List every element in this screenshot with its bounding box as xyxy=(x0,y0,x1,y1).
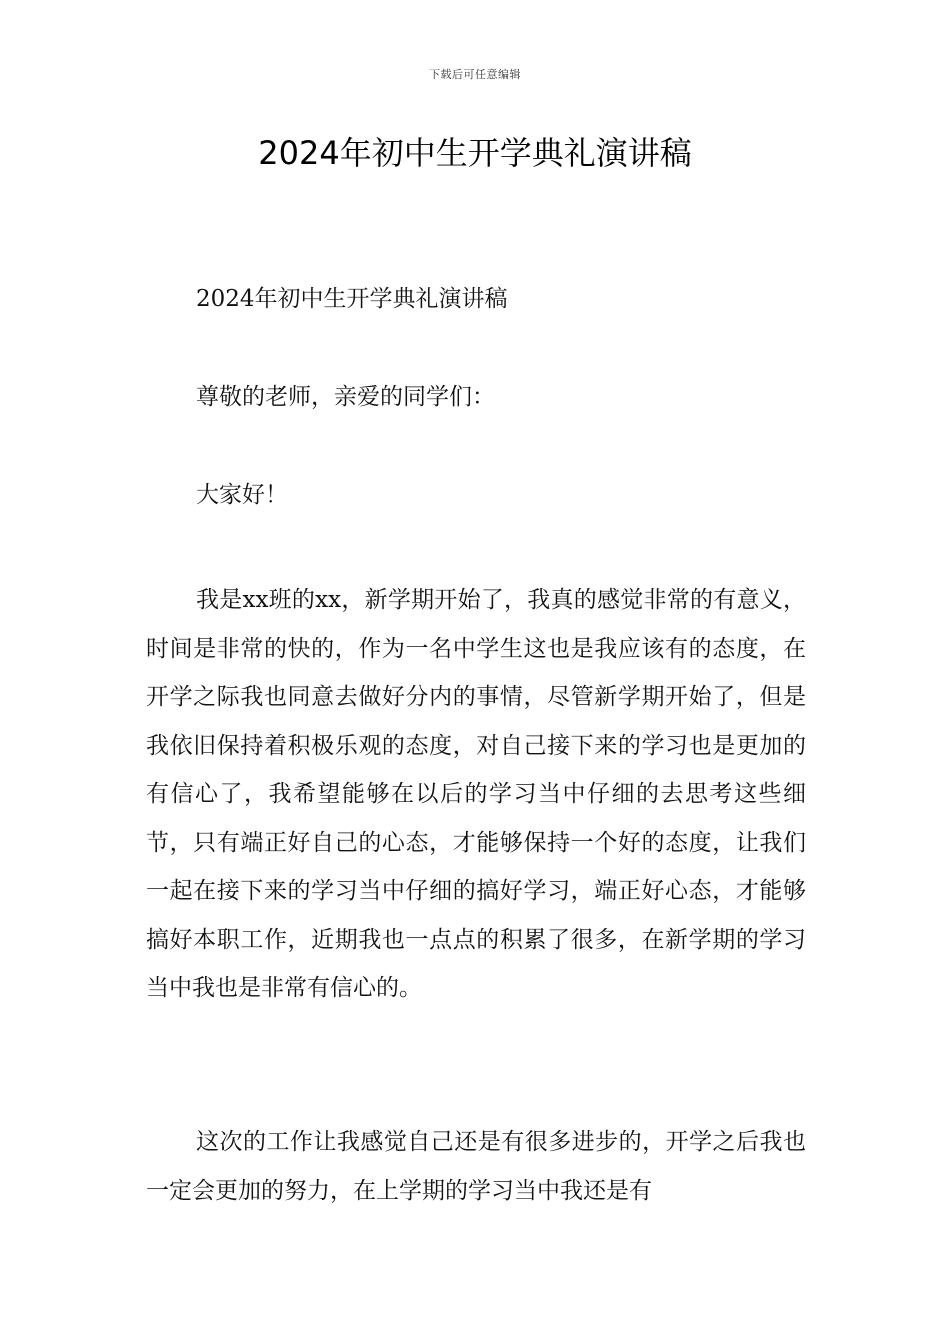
document-title: 2024年初中生开学典礼演讲稿 xyxy=(258,134,692,172)
paragraph-greeting: 大家好！ xyxy=(196,482,288,508)
paragraph-subtitle: 2024年初中生开学典礼演讲稿 xyxy=(196,286,508,312)
paragraph-body: 这次的工作让我感觉自己还是有很多进步的，开学之后我也一定会更加的努力，在上学期的学习当中我还是有 xyxy=(146,1129,806,1204)
paragraph-body: 我是xx班的xx，新学期开始了，我真的感觉非常的有意义，时间是非常的快的，作为一名中学生这也是我应该有的态度，在开学之际我也同意去做好分内的事情，尽管新学期开始了，但是我依旧保持着积极乐观的态度，对自己接下来的学习也是更加的有信心了，我希望能够在以后的学习当中仔细的去思考这些细节，只有端正好自己的心态，才能够保持一个好的态度，让我们一起在接下来的学习当中仔细的搞好学习，端正好心态，才能够搞好本职工作，近期我也一点点的积累了很多，在新学期的学习当中我也是非常有信心的。 xyxy=(146,587,806,1001)
paragraph-salutation: 尊敬的老师，亲爱的同学们： xyxy=(196,384,495,410)
header-note: 下载后可任意编辑 xyxy=(429,68,521,81)
